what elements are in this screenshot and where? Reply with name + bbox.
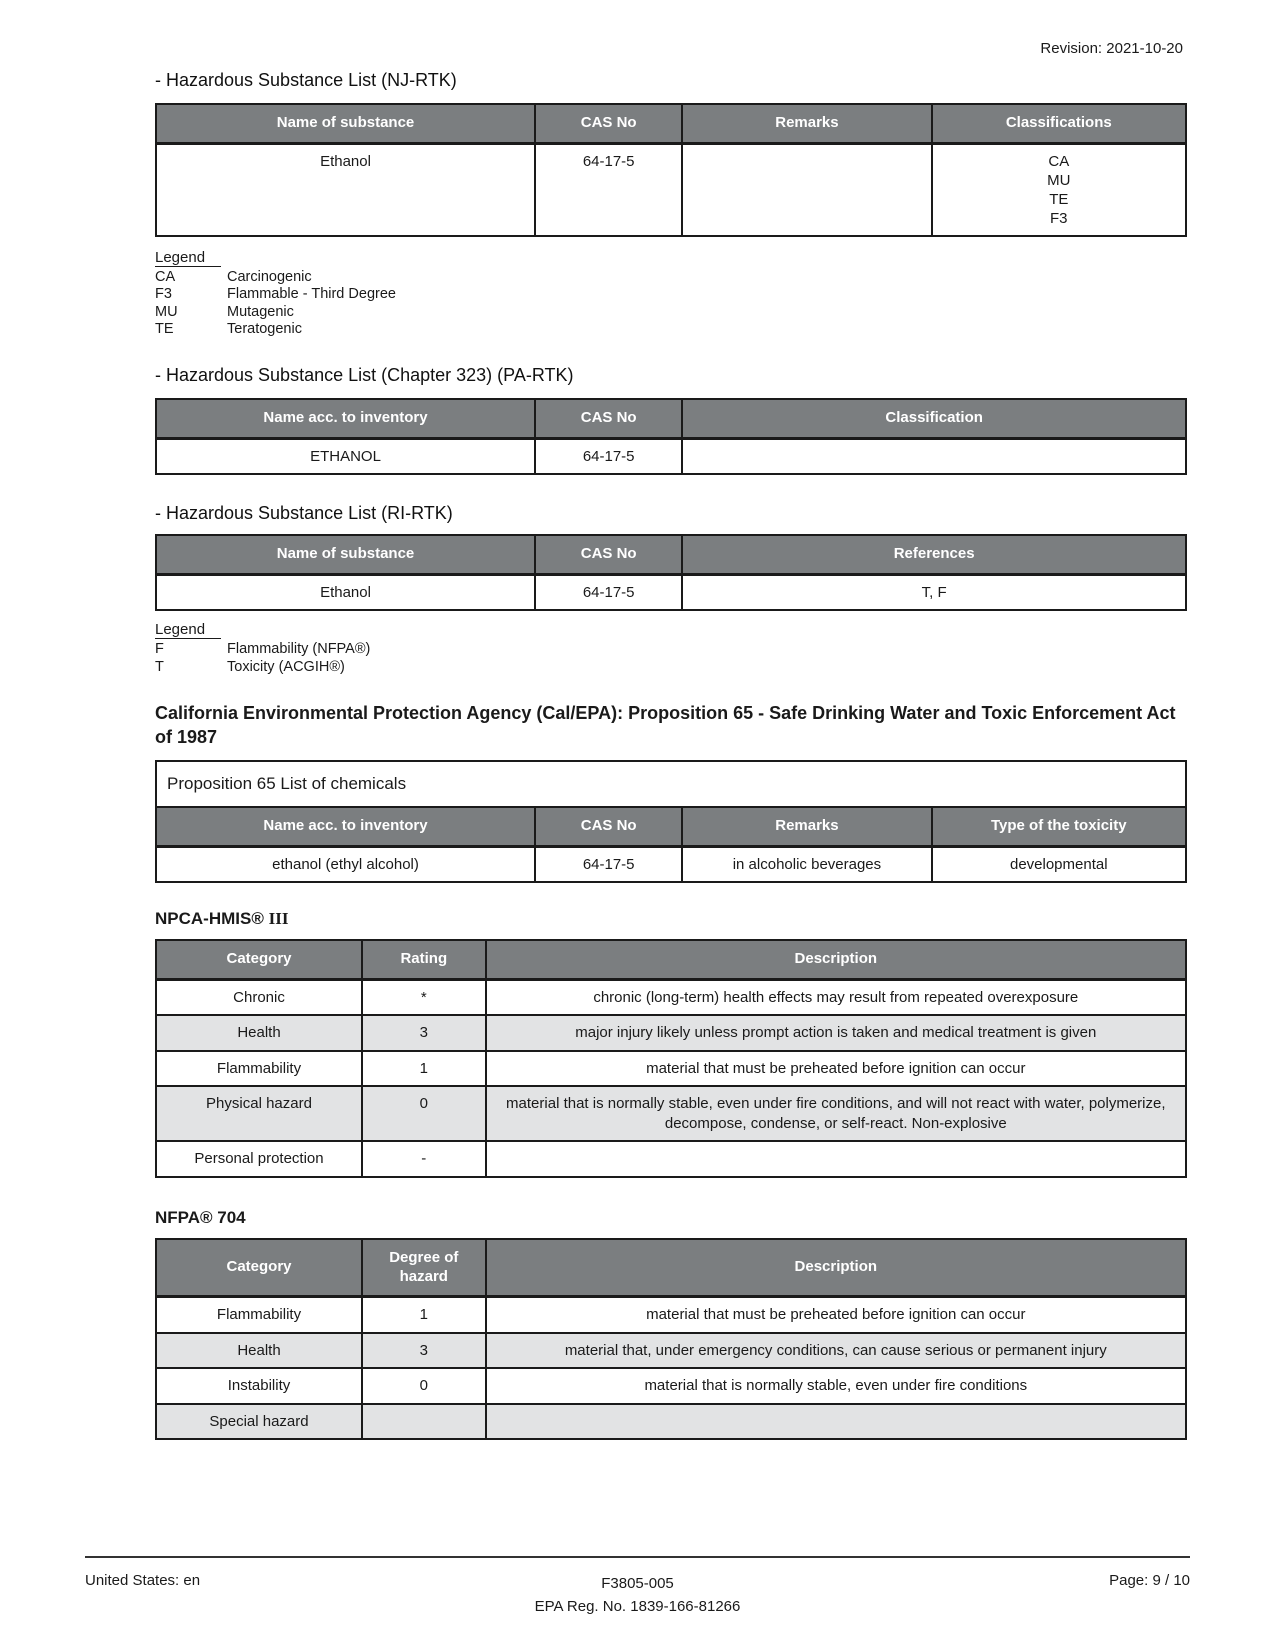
- legend-code: F3: [155, 286, 172, 303]
- njrtk-table: [155, 103, 1187, 237]
- legend-item: [155, 286, 1187, 304]
- column-header: CAS No: [535, 104, 682, 143]
- column-header: References: [682, 535, 1186, 574]
- hmis-category-cell: Flammability: [156, 1051, 362, 1087]
- nfpa-degree-cell: 3: [362, 1333, 486, 1369]
- classification-code: MU: [1047, 171, 1071, 189]
- hmis-header-row: [156, 940, 1186, 979]
- hmis-category-cell: Personal protection: [156, 1141, 362, 1177]
- table-row: [156, 1404, 1186, 1440]
- nfpa-degree-cell: [362, 1404, 486, 1440]
- table-row: [156, 1051, 1186, 1087]
- classification-code: F3: [1050, 209, 1068, 227]
- legend-label: Mutagenic: [227, 303, 294, 320]
- nfpa-description-cell: material that must be preheated before ignition can occur: [486, 1297, 1186, 1333]
- hmis-heading: [155, 909, 1187, 929]
- partk-table: [155, 398, 1187, 475]
- hmis-table: [155, 939, 1187, 1178]
- footer-document-info: [535, 1572, 741, 1619]
- nfpa-category-cell: Flammability: [156, 1297, 362, 1333]
- footer-doc-number: F3805-005: [601, 1575, 674, 1592]
- prop65-toxicity-cell: developmental: [932, 846, 1186, 882]
- hmis-description-cell: [486, 1141, 1186, 1177]
- column-header: Description: [486, 1239, 1186, 1297]
- njrtk-header-row: [156, 104, 1186, 143]
- legend-code: CA: [155, 268, 176, 285]
- prop65-substance-cell: ethanol (ethyl alcohol): [156, 846, 535, 882]
- legend-code: T: [155, 658, 164, 675]
- hmis-rating-cell: -: [362, 1141, 486, 1177]
- prop65-title-row: [156, 761, 1186, 807]
- footer-page-number: Page: 9 / 10: [1109, 1572, 1191, 1589]
- rirtk-substance-cell: Ethanol: [156, 574, 535, 610]
- column-header: Remarks: [682, 104, 931, 143]
- hmis-description-cell: material that is normally stable, even under fire conditions, and will not react with water, polymerize, decompose, condense, or self-react. Non-explosive: [486, 1086, 1186, 1141]
- legend-item: [155, 659, 1187, 677]
- classification-code: CA: [1048, 152, 1070, 170]
- partk-header-row: [156, 399, 1186, 438]
- hmis-heading-roman: III: [268, 909, 289, 929]
- hmis-category-cell: Physical hazard: [156, 1086, 362, 1141]
- rirtk-legend: [155, 621, 1187, 676]
- partk-substance-cell: ETHANOL: [156, 438, 535, 474]
- legend-label: Toxicity (ACGIH®): [227, 658, 345, 675]
- hmis-category-cell: Health: [156, 1015, 362, 1051]
- prop65-cas-cell: 64-17-5: [535, 846, 682, 882]
- legend-label: Flammable - Third Degree: [227, 286, 396, 303]
- calepa-heading: California Environmental Protection Agency (Cal/EPA): Proposition 65 - Safe Drinking Water and Toxic Enforcement Act of 1987: [155, 703, 1176, 747]
- classification-code: TE: [1049, 190, 1069, 208]
- nfpa-description-cell: material that, under emergency conditions, can cause serious or permanent injury: [486, 1333, 1186, 1369]
- hmis-description-cell: material that must be preheated before ignition can occur: [486, 1051, 1186, 1087]
- column-header: Name acc. to inventory: [156, 807, 535, 846]
- hmis-description-cell: chronic (long-term) health effects may result from repeated overexposure: [486, 979, 1186, 1015]
- hmis-rating-cell: 3: [362, 1015, 486, 1051]
- table-row: [156, 1368, 1186, 1404]
- nfpa-category-cell: Special hazard: [156, 1404, 362, 1440]
- table-row: [156, 1015, 1186, 1051]
- nfpa-degree-cell: 1: [362, 1297, 486, 1333]
- njrtk-remarks-cell: [682, 143, 931, 236]
- hmis-description-cell: major injury likely unless prompt action is taken and medical treatment is given: [486, 1015, 1186, 1051]
- prop65-table: [155, 760, 1187, 883]
- table-row: [156, 1141, 1186, 1177]
- nfpa-header-row: [156, 1239, 1186, 1297]
- column-header: Rating: [362, 940, 486, 979]
- column-header: Name of substance: [156, 104, 535, 143]
- footer-locale: United States: en: [85, 1572, 201, 1589]
- nfpa-table: [155, 1238, 1187, 1441]
- page-footer: [85, 1556, 1190, 1619]
- page-content: [155, 0, 1187, 1440]
- prop65-remarks-cell: in alcoholic beverages: [682, 846, 931, 882]
- partk-section-title: - Hazardous Substance List (Chapter 323) (PA-RTK): [155, 364, 574, 385]
- column-header: Name acc. to inventory: [156, 399, 535, 438]
- legend-title: Legend: [155, 249, 221, 267]
- table-row: [156, 438, 1186, 474]
- column-header: Classification: [682, 399, 1186, 438]
- njrtk-legend: [155, 249, 1187, 339]
- legend-code: MU: [155, 303, 178, 320]
- hmis-heading-text: NPCA-HMIS®: [155, 909, 264, 929]
- hmis-rating-cell: 0: [362, 1086, 486, 1141]
- hmis-rating-cell: 1: [362, 1051, 486, 1087]
- nfpa-heading: NFPA® 704: [155, 1207, 246, 1227]
- table-row: [156, 143, 1186, 236]
- table-row: [156, 846, 1186, 882]
- nfpa-description-cell: material that is normally stable, even under fire conditions: [486, 1368, 1186, 1404]
- rirtk-table: [155, 534, 1187, 611]
- prop65-table-title: Proposition 65 List of chemicals: [156, 761, 1186, 807]
- njrtk-substance-cell: Ethanol: [156, 143, 535, 236]
- nfpa-degree-cell: 0: [362, 1368, 486, 1404]
- revision-date: Revision: 2021-10-20: [1040, 40, 1183, 57]
- rirtk-header-row: [156, 535, 1186, 574]
- legend-label: Teratogenic: [227, 321, 302, 338]
- column-header: Classifications: [932, 104, 1186, 143]
- legend-item: [155, 641, 1187, 659]
- rirtk-references-cell: T, F: [682, 574, 1186, 610]
- hmis-rating-cell: *: [362, 979, 486, 1015]
- njrtk-section-title: - Hazardous Substance List (NJ-RTK): [155, 70, 457, 90]
- legend-item: [155, 269, 1187, 287]
- nfpa-category-cell: Health: [156, 1333, 362, 1369]
- legend-label: Flammability (NFPA®): [227, 641, 371, 658]
- rirtk-section-title: - Hazardous Substance List (RI-RTK): [155, 503, 453, 523]
- column-header: Category: [156, 1239, 362, 1297]
- footer-epa-reg: EPA Reg. No. 1839-166-81266: [534, 1598, 741, 1616]
- table-row: [156, 1297, 1186, 1333]
- prop65-header-row: [156, 807, 1186, 846]
- legend-title: Legend: [155, 621, 221, 639]
- rirtk-cas-cell: 64-17-5: [535, 574, 682, 610]
- partk-classification-cell: [682, 438, 1186, 474]
- legend-item: [155, 321, 1187, 339]
- nfpa-description-cell: [486, 1404, 1186, 1440]
- column-header: CAS No: [535, 399, 682, 438]
- column-header: Category: [156, 940, 362, 979]
- table-row: [156, 574, 1186, 610]
- nfpa-category-cell: Instability: [156, 1368, 362, 1404]
- column-header: CAS No: [535, 807, 682, 846]
- legend-label: Carcinogenic: [227, 268, 312, 285]
- partk-cas-cell: 64-17-5: [535, 438, 682, 474]
- column-header: CAS No: [535, 535, 682, 574]
- column-header: Description: [486, 940, 1186, 979]
- legend-item: [155, 304, 1187, 322]
- legend-code: TE: [155, 321, 174, 338]
- column-header: Remarks: [682, 807, 931, 846]
- column-header: Degree of hazard: [362, 1239, 486, 1297]
- hmis-category-cell: Chronic: [156, 979, 362, 1015]
- table-row: [156, 979, 1186, 1015]
- table-row: [156, 1086, 1186, 1141]
- njrtk-cas-cell: 64-17-5: [535, 143, 682, 236]
- column-header: Name of substance: [156, 535, 535, 574]
- column-header: Type of the toxicity: [932, 807, 1186, 846]
- table-row: [156, 1333, 1186, 1369]
- njrtk-classifications-cell: [932, 143, 1186, 236]
- legend-code: F: [155, 641, 164, 658]
